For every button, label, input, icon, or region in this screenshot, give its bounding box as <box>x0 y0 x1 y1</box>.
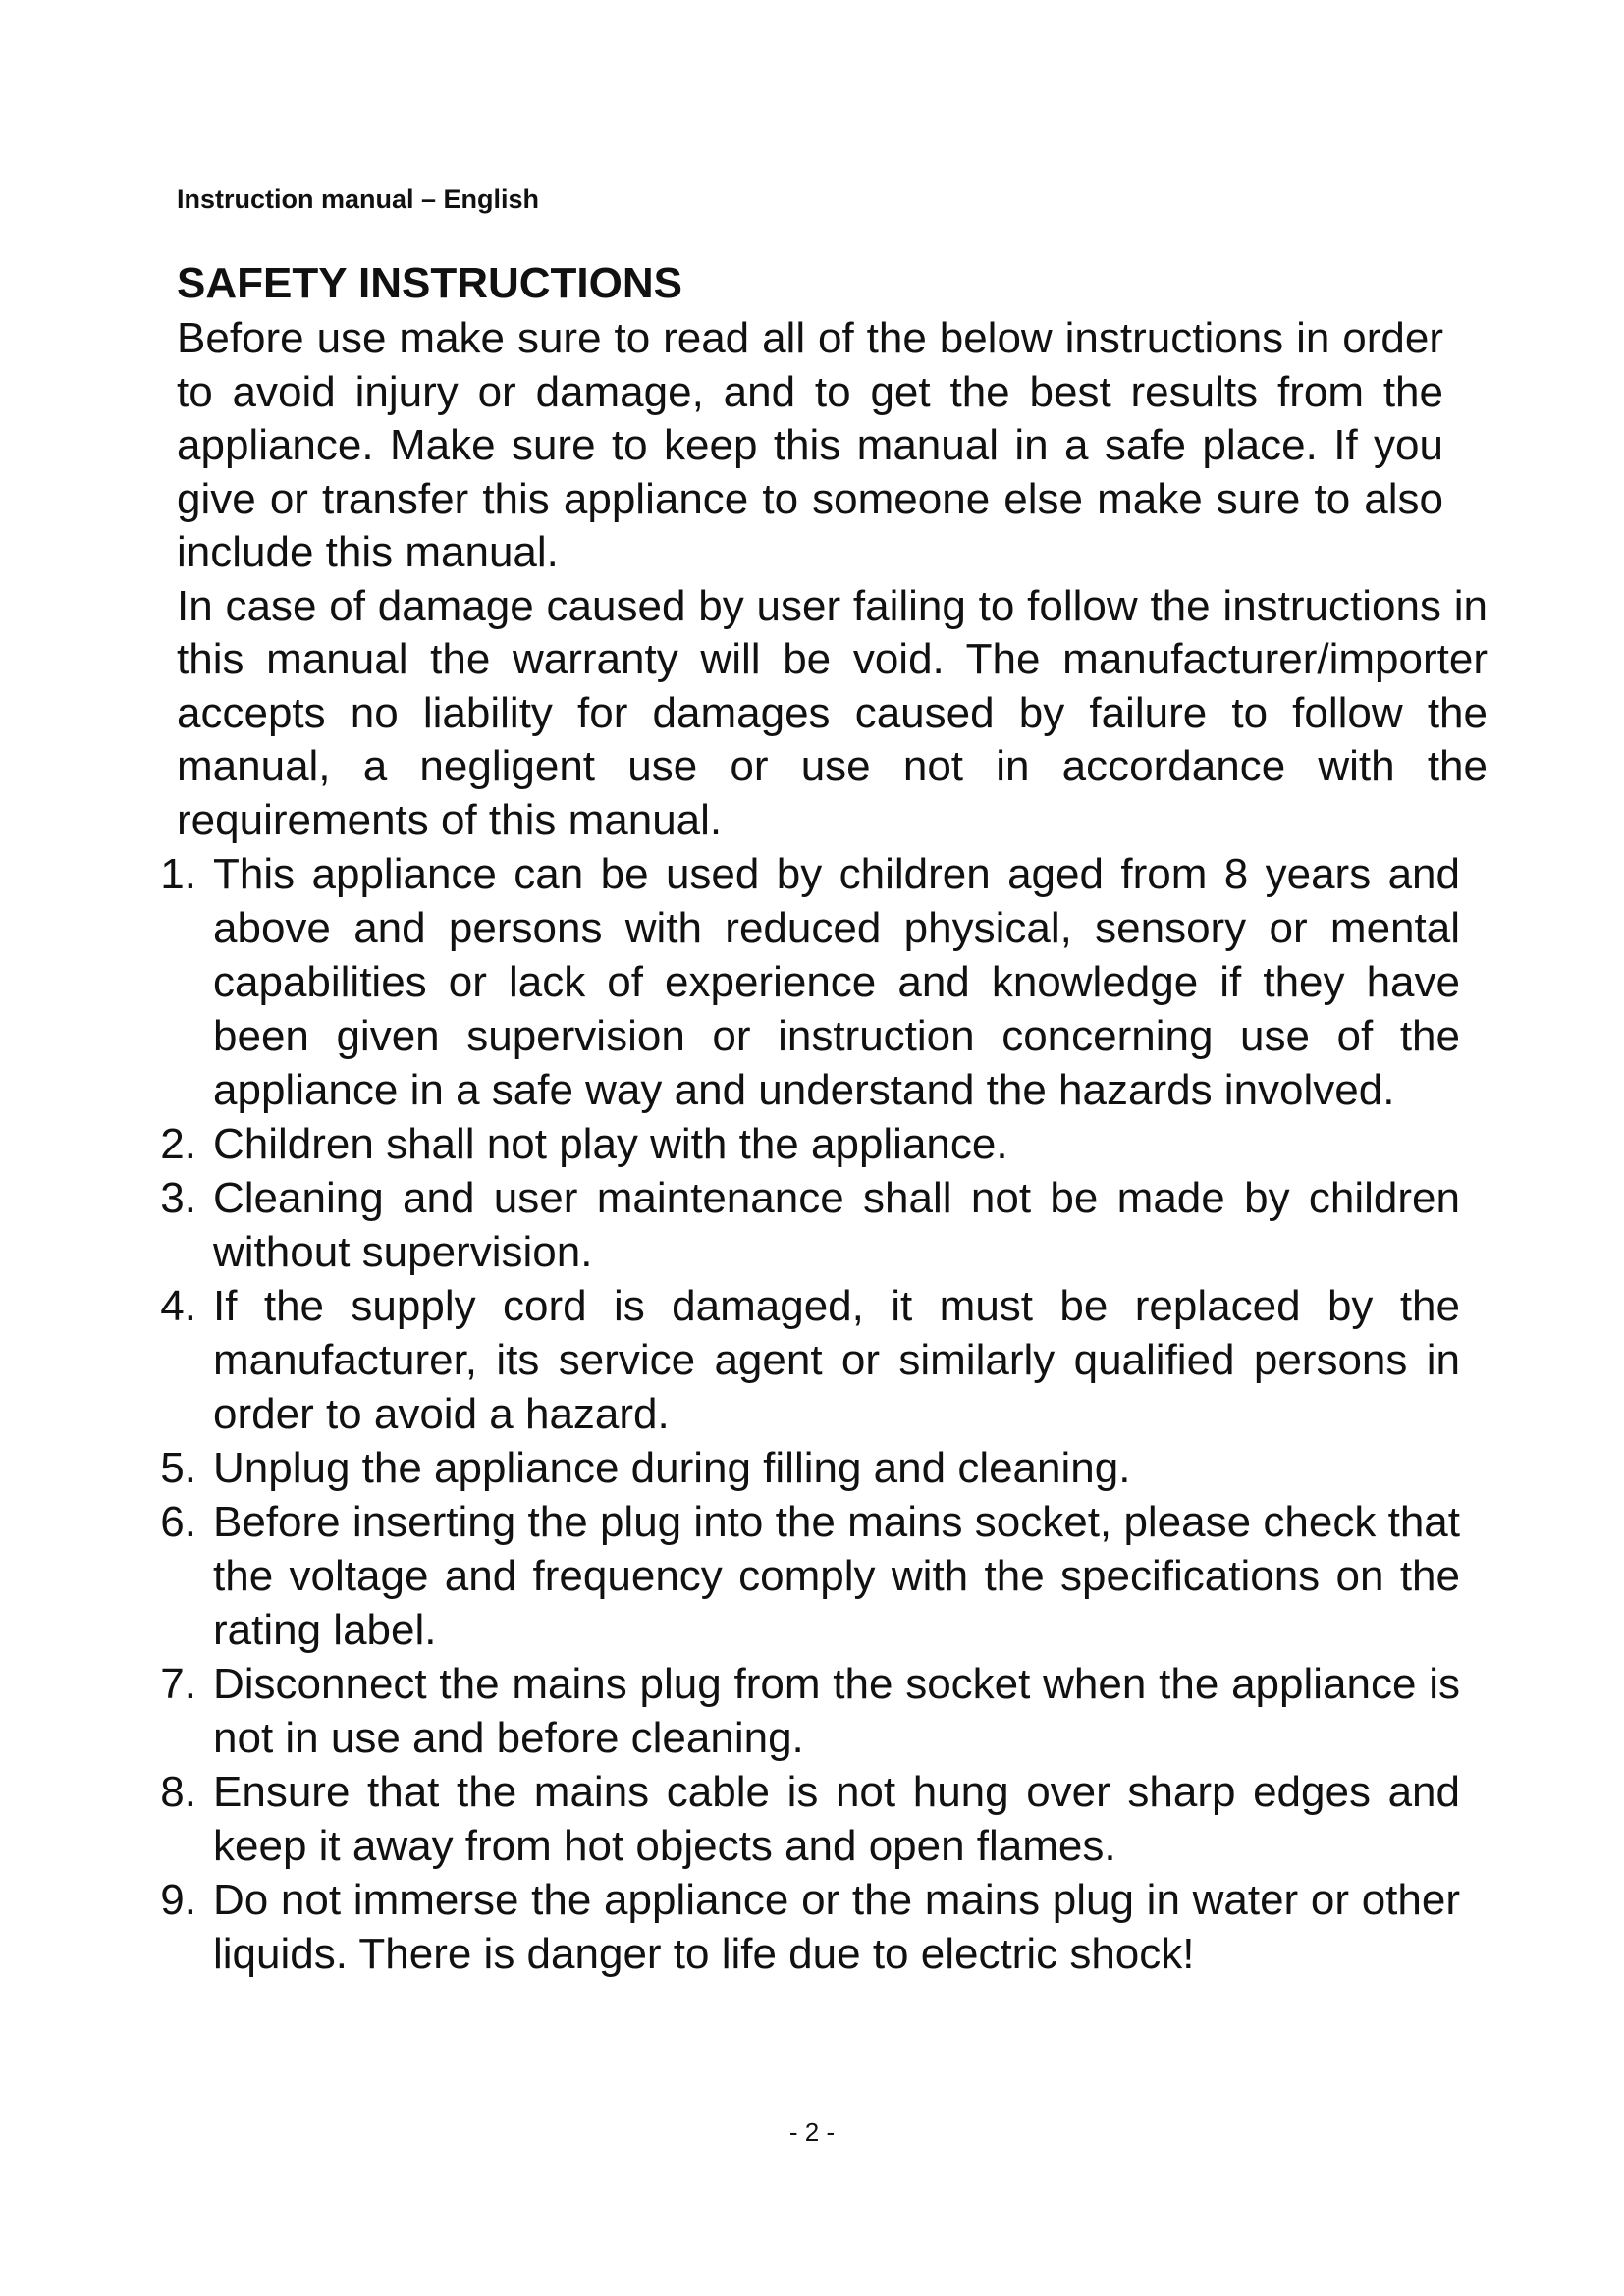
list-item-text: This appliance can be used by children aged from 8 years and above and persons with reduced physical, sensory or mental capabilities or lack of experience and knowledge if they have been given supervision or instruction concerning use of the appliance in a safe way and understand the hazards involved. <box>213 850 1460 1114</box>
list-item-text: Before inserting the plug into the mains socket, please check that the voltage and frequency comply with the specifications on the rating label. <box>213 1498 1460 1654</box>
manual-language-header: Instruction manual – English <box>177 185 540 214</box>
list-item-text: Ensure that the mains cable is not hung over sharp edges and keep it away from hot objects and open flames. <box>213 1768 1460 1870</box>
list-item-number: 8. <box>160 1768 196 1816</box>
list-item <box>157 1495 1460 1657</box>
list-item-number: 7. <box>160 1660 196 1708</box>
warranty-paragraph: In case of damage caused by user failing to follow the instructions in this manual the warranty will be void. The manufacturer/importer accepts no liability for damages caused by failure to follow the manual, a negligent use or use not in accordance with the requirements of this manual. <box>177 581 1488 844</box>
page-number: - 2 - <box>788 2117 836 2147</box>
list-item-text: Unplug the appliance during filling and cleaning. <box>213 1444 1131 1492</box>
list-item <box>157 1765 1460 1873</box>
list-item-number: 4. <box>160 1282 196 1330</box>
list-item-text: Disconnect the mains plug from the socket when the appliance is not in use and before cleaning. <box>213 1660 1460 1762</box>
list-item-number: 9. <box>160 1876 196 1924</box>
list-item-number: 1. <box>160 850 196 898</box>
list-item <box>157 1441 1460 1495</box>
instruction-list <box>160 847 1463 1981</box>
list-item-text: Children shall not play with the appliance. <box>213 1120 1008 1168</box>
list-item-number: 5. <box>160 1444 196 1492</box>
list-item <box>157 1873 1460 1981</box>
section-title: SAFETY INSTRUCTIONS <box>177 259 683 307</box>
list-item-text: Cleaning and user maintenance shall not be made by children without supervision. <box>213 1174 1460 1276</box>
list-item-text: Do not immerse the appliance or the mains plug in water or other liquids. There is danger to life due to electric shock! <box>213 1876 1460 1978</box>
list-item <box>157 847 1460 1117</box>
list-item-number: 2. <box>160 1120 196 1168</box>
list-item <box>157 1657 1460 1765</box>
list-item-number: 3. <box>160 1174 196 1222</box>
list-item-number: 6. <box>160 1498 196 1546</box>
list-item-text: If the supply cord is damaged, it must be replaced by the manufacturer, its service agent or similarly qualified persons in order to avoid a hazard. <box>213 1282 1460 1438</box>
list-item <box>157 1279 1460 1441</box>
safety-instructions-section <box>160 255 1488 1981</box>
list-item <box>157 1171 1460 1279</box>
list-item <box>157 1117 1460 1171</box>
intro-paragraph: Before use make sure to read all of the below instructions in order to avoid injury or damage, and to get the best results from the appliance. Make sure to keep this manual in a safe place. If you give or transfer this appliance to someone else make sure to also include this manual. <box>177 314 1443 576</box>
